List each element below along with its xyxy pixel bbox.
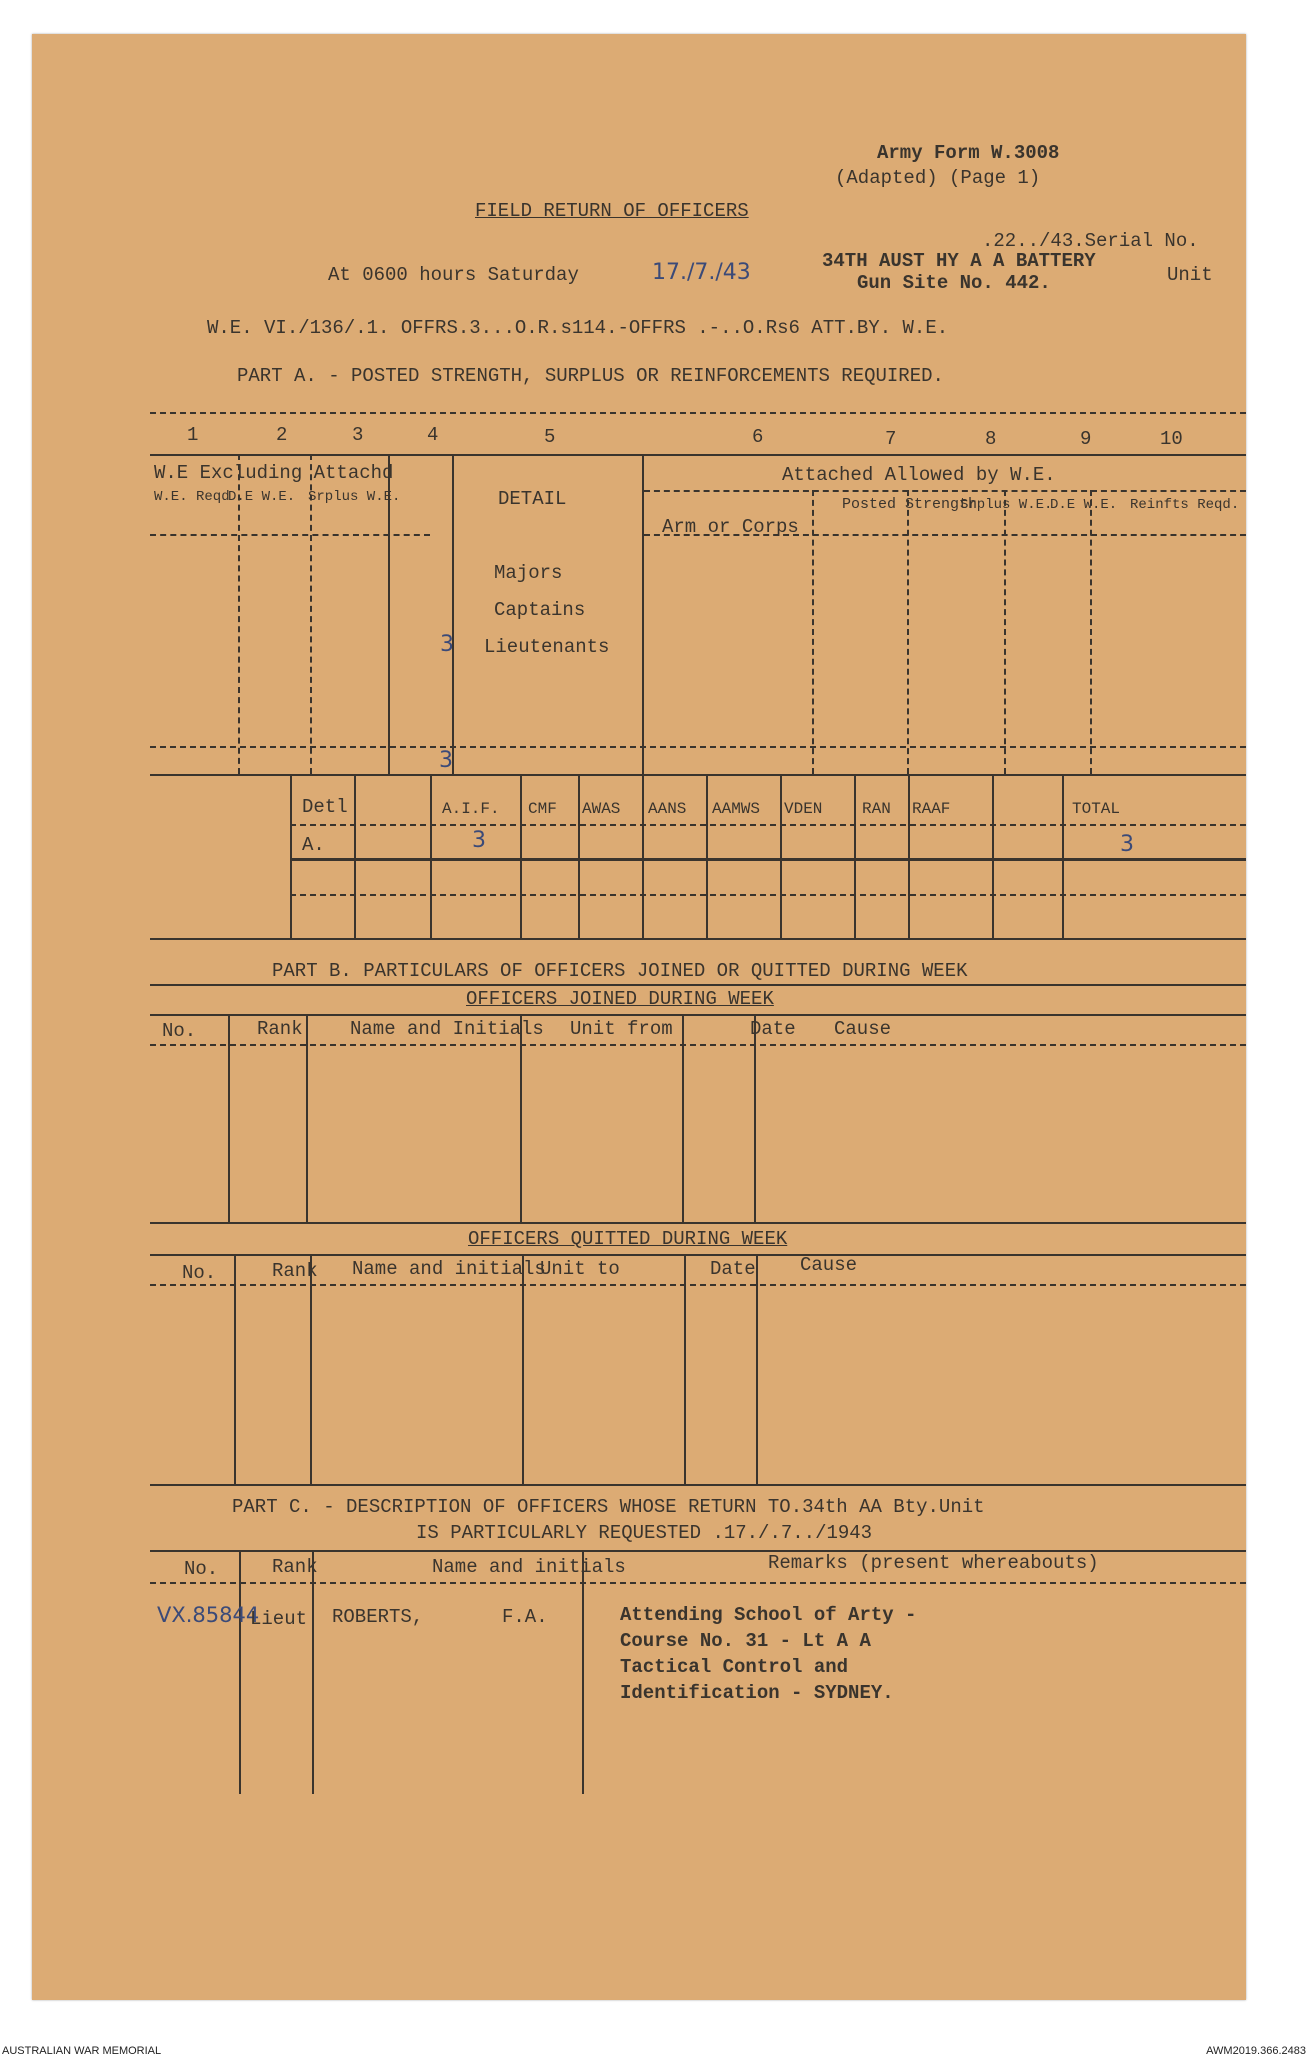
archive-footer-right: AWM2019.366.2483 [1206, 2045, 1306, 2057]
strength-hdr-total: TOTAL [1072, 800, 1121, 818]
quitted-col-no: No. [182, 1262, 217, 1284]
strength-hdr-detl: Detl [302, 796, 348, 818]
army-form-number: Army Form W.3008 [877, 142, 1060, 164]
we-line: W.E. VI./136/.1. OFFRS.3...O.R.s114.-OFFRS .-..O.Rs6 ATT.BY. W.E. [207, 317, 949, 339]
part-c-col-no: No. [184, 1558, 219, 1580]
sub-de-right: D.E W.E. [1050, 497, 1118, 513]
joined-col-name: Name and Initials [350, 1018, 544, 1040]
quitted-col-cause: Cause [800, 1254, 858, 1276]
arm-corps-header: Arm or Corps [662, 516, 799, 538]
quitted-title: OFFICERS QUITTED DURING WEEK [468, 1228, 788, 1250]
sub-srplus-we: Srplus W.E. [308, 489, 401, 505]
col-num-5: 5 [544, 426, 556, 448]
archive-footer-left: AUSTRALIAN WAR MEMORIAL [2, 2045, 162, 2057]
strength-hdr-aamws: AAMWS [712, 800, 761, 818]
sub-de-we: D.E W.E. [228, 489, 296, 505]
col-num-9: 9 [1080, 428, 1092, 450]
quitted-col-unit-to: Unit to [540, 1258, 620, 1280]
strength-hdr-vden: VDEN [784, 800, 823, 818]
document-page [32, 34, 1246, 2000]
lieutenants-count: 3 [440, 632, 454, 657]
strength-total-value: 3 [1120, 832, 1134, 857]
part-c-col-remarks: Remarks (present whereabouts) [768, 1552, 1099, 1574]
attached-allowed-header: Attached Allowed by W.E. [782, 464, 1056, 486]
strength-aif-value: 3 [472, 828, 486, 853]
remarks-line-2: Course No. 31 - Lt A A [620, 1630, 871, 1652]
posted-strength-header: Posted Strength [842, 496, 978, 513]
quitted-col-rank: Rank [272, 1260, 318, 1282]
officer-rank: Lieut [250, 1608, 308, 1630]
joined-title: OFFICERS JOINED DURING WEEK [466, 988, 774, 1010]
sub-srplus-right: Srplus W.E. [960, 497, 1053, 513]
col-num-4: 4 [427, 424, 439, 446]
col-num-10: 10 [1160, 428, 1183, 450]
part-a-title: PART A. - POSTED STRENGTH, SURPLUS OR REINFORCEMENTS REQUIRED. [237, 365, 944, 387]
col-num-1: 1 [187, 424, 199, 446]
part-c-subtitle: IS PARTICULARLY REQUESTED .17./.7../1943 [416, 1522, 873, 1544]
joined-col-date: Date [750, 1018, 796, 1040]
at-hours-label: At 0600 hours Saturday [328, 264, 579, 286]
strength-hdr-cmf: CMF [528, 800, 557, 818]
col-num-7: 7 [885, 428, 897, 450]
officer-surname: ROBERTS, [332, 1606, 424, 1628]
form-title: FIELD RETURN OF OFFICERS [475, 200, 749, 222]
officer-initials: F.A. [502, 1606, 548, 1628]
quitted-col-name: Name and initials [352, 1258, 546, 1280]
joined-col-no: No. [162, 1020, 197, 1042]
part-c-col-rank: Rank [272, 1556, 318, 1578]
sub-we-reqd: W.E. Reqd [154, 489, 230, 505]
we-excluding-header: W.E Excluding Attachd [154, 462, 394, 484]
strength-hdr-aans: AANS [648, 800, 687, 818]
officer-number: VX.85844 [157, 1603, 260, 1627]
strength-hdr-aif: A.I.F. [442, 800, 500, 818]
part-c-col-name: Name and initials [432, 1556, 626, 1578]
remarks-line-1: Attending School of Arty - [620, 1604, 917, 1626]
remarks-line-3: Tactical Control and [620, 1656, 849, 1678]
serial-number: .22../43.Serial No. [982, 230, 1199, 252]
part-c-title: PART C. - DESCRIPTION OF OFFICERS WHOSE RETURN TO.34th AA Bty.Unit [232, 1496, 985, 1518]
quitted-col-date: Date [710, 1258, 756, 1280]
adapted-note: (Adapted) (Page 1) [835, 167, 1041, 189]
joined-col-rank: Rank [257, 1018, 303, 1040]
col-num-2: 2 [276, 424, 288, 446]
unit-label: Unit [1167, 264, 1213, 286]
return-date: 17./7./43 [652, 260, 751, 285]
col-num-6: 6 [752, 426, 764, 448]
strength-row-label: A. [302, 834, 325, 856]
detail-header: DETAIL [498, 488, 567, 510]
unit-name: 34TH AUST HY A A BATTERY [822, 250, 1096, 272]
strength-hdr-ran: RAN [862, 800, 891, 818]
strength-hdr-awas: AWAS [582, 800, 621, 818]
sub-reinfts-reqd: Reinfts Reqd. [1130, 497, 1240, 513]
strength-hdr-raaf: RAAF [912, 800, 951, 818]
col-num-8: 8 [985, 428, 997, 450]
col-num-3: 3 [352, 424, 364, 446]
rank-lieutenants: Lieutenants [484, 636, 610, 658]
col4-total: 3 [439, 748, 453, 773]
joined-col-cause: Cause [834, 1018, 892, 1040]
rank-captains: Captains [494, 599, 586, 621]
rank-majors: Majors [494, 562, 563, 584]
joined-col-unit-from: Unit from [570, 1018, 673, 1040]
part-b-title: PART B. PARTICULARS OF OFFICERS JOINED OR QUITTED DURING WEEK [272, 960, 968, 982]
remarks-line-4: Identification - SYDNEY. [620, 1682, 894, 1704]
gun-site: Gun Site No. 442. [857, 272, 1051, 294]
